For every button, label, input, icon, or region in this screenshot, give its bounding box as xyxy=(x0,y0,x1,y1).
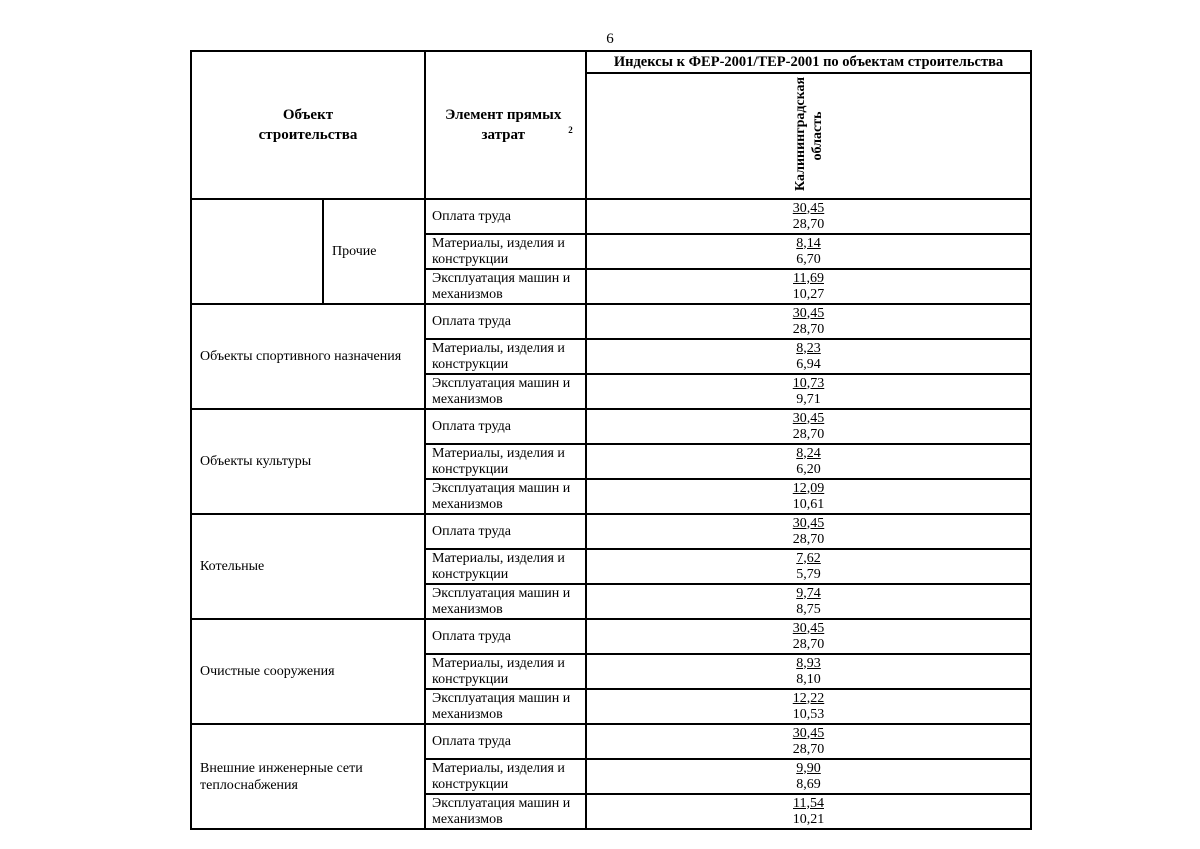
index-value-bottom: 28,70 xyxy=(792,741,825,757)
cost-element-cell: Эксплуатация машин и механизмов xyxy=(425,269,586,304)
index-value-top: 30,45 xyxy=(792,620,825,636)
index-value-top: 10,73 xyxy=(792,375,825,391)
index-value-cell xyxy=(586,689,1031,724)
index-value-cell xyxy=(586,759,1031,794)
region-label: Калининградская область xyxy=(792,76,825,191)
index-value-bottom: 10,61 xyxy=(792,496,825,512)
cost-element-cell: Материалы, изделия и конструкции xyxy=(425,549,586,584)
index-value-top: 11,69 xyxy=(793,270,824,286)
table-row xyxy=(191,619,1031,654)
index-value-bottom: 8,75 xyxy=(796,601,821,617)
page-number: 6 xyxy=(606,31,614,47)
index-value-bottom: 6,20 xyxy=(796,461,821,477)
cost-element-cell: Оплата труда xyxy=(425,409,586,444)
index-value-top: 30,45 xyxy=(792,305,825,321)
index-value-bottom: 9,71 xyxy=(796,391,821,407)
index-value-top: 8,24 xyxy=(796,445,821,461)
index-value-bottom: 10,21 xyxy=(792,811,825,827)
index-value-cell xyxy=(586,444,1031,479)
index-value-top: 8,23 xyxy=(796,340,821,356)
table-row xyxy=(191,304,1031,339)
index-value-top: 30,45 xyxy=(792,410,825,426)
object-subname-cell: Прочие xyxy=(323,199,425,304)
index-value-cell xyxy=(586,409,1031,444)
index-value-bottom: 28,70 xyxy=(792,216,825,232)
object-name-cell: Объекты спортивного назначения xyxy=(191,304,425,409)
cost-element-cell: Эксплуатация машин и механизмов xyxy=(425,374,586,409)
cost-element-cell: Материалы, изделия и конструкции xyxy=(425,444,586,479)
index-value-cell xyxy=(586,269,1031,304)
cost-element-cell: Материалы, изделия и конструкции xyxy=(425,234,586,269)
index-value-cell xyxy=(586,374,1031,409)
index-value-bottom: 28,70 xyxy=(792,426,825,442)
index-value-bottom: 10,53 xyxy=(792,706,825,722)
index-value-top: 30,45 xyxy=(792,515,825,531)
index-value-top: 11,54 xyxy=(793,795,824,811)
index-value-cell xyxy=(586,619,1031,654)
index-value-top: 8,93 xyxy=(796,655,821,671)
index-value-cell xyxy=(586,304,1031,339)
object-name-cell: Котельные xyxy=(191,514,425,619)
index-value-bottom: 8,69 xyxy=(796,776,821,792)
index-value-cell xyxy=(586,199,1031,234)
index-value-cell xyxy=(586,234,1031,269)
table-row xyxy=(191,514,1031,549)
index-value-cell xyxy=(586,794,1031,829)
cost-element-cell: Материалы, изделия и конструкции xyxy=(425,759,586,794)
table-row xyxy=(191,724,1031,759)
table-body xyxy=(191,199,1031,829)
index-value-cell xyxy=(586,514,1031,549)
index-value-top: 30,45 xyxy=(792,725,825,741)
index-value-top: 12,09 xyxy=(792,480,825,496)
cost-element-cell: Оплата труда xyxy=(425,724,586,759)
cost-element-cell: Эксплуатация машин и механизмов xyxy=(425,584,586,619)
cost-element-cell: Эксплуатация машин и механизмов xyxy=(425,479,586,514)
cost-element-cell: Оплата труда xyxy=(425,514,586,549)
table-row xyxy=(191,409,1031,444)
header-region xyxy=(586,73,1031,199)
index-value-top: 12,22 xyxy=(792,690,825,706)
header-indices-title: Индексы к ФЕР-2001/ТЕР-2001 по объектам строительства xyxy=(586,51,1031,73)
table-row xyxy=(191,199,1031,234)
object-name-cell: Внешние инженерные сети теплоснабжения xyxy=(191,724,425,829)
cost-element-cell: Оплата труда xyxy=(425,199,586,234)
index-value-cell xyxy=(586,724,1031,759)
cost-element-cell: Материалы, изделия и конструкции xyxy=(425,339,586,374)
index-value-top: 30,45 xyxy=(792,200,825,216)
index-value-bottom: 28,70 xyxy=(792,636,825,652)
index-value-bottom: 6,70 xyxy=(796,251,821,267)
header-element: Элемент прямых затрат $^2$ xyxy=(425,51,586,199)
index-value-cell xyxy=(586,584,1031,619)
cost-element-cell: Эксплуатация машин и механизмов xyxy=(425,689,586,724)
index-value-cell xyxy=(586,339,1031,374)
object-name-cell: Объекты культуры xyxy=(191,409,425,514)
index-value-cell xyxy=(586,549,1031,584)
object-name-cell xyxy=(191,199,323,304)
index-value-bottom: 28,70 xyxy=(792,321,825,337)
cost-element-cell: Эксплуатация машин и механизмов xyxy=(425,794,586,829)
header-element-footnote: 2 xyxy=(568,125,573,135)
index-value-bottom: 28,70 xyxy=(792,531,825,547)
index-value-top: 9,90 xyxy=(796,760,821,776)
index-value-cell xyxy=(586,654,1031,689)
cost-element-cell: Оплата труда xyxy=(425,619,586,654)
cost-element-cell: Материалы, изделия и конструкции xyxy=(425,654,586,689)
index-value-bottom: 5,79 xyxy=(796,566,821,582)
index-value-bottom: 6,94 xyxy=(796,356,821,372)
header-object: Объект строительства xyxy=(191,51,425,199)
index-value-top: 8,14 xyxy=(796,235,821,251)
index-value-bottom: 10,27 xyxy=(792,286,825,302)
index-value-bottom: 8,10 xyxy=(796,671,821,687)
index-value-top: 9,74 xyxy=(796,585,821,601)
indices-table xyxy=(190,50,1032,830)
object-name-cell: Очистные сооружения xyxy=(191,619,425,724)
index-value-cell xyxy=(586,479,1031,514)
index-value-top: 7,62 xyxy=(796,550,821,566)
cost-element-cell: Оплата труда xyxy=(425,304,586,339)
